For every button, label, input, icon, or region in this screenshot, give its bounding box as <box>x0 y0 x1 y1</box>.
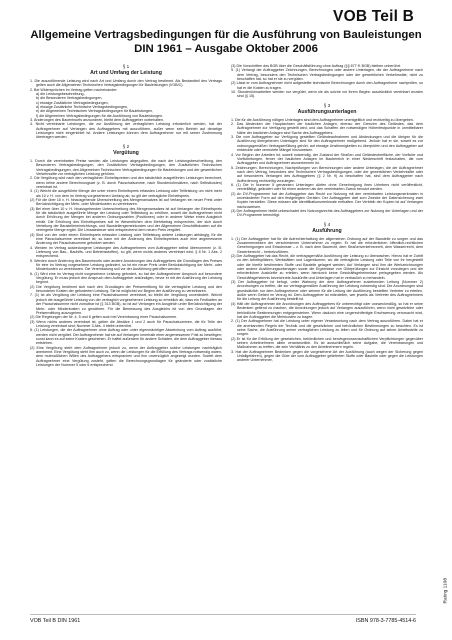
paragraph: 4. Vor Beginn der Arbeiten ist, soweit notwendig, der Zustand der Straßen und Geländeoberfläche, der Vorfluter und Vorflutleitungen, ferner der baulichen Anlagen im Baubereich in einer Niederschrift festzuhalten, die vom Auftraggeber und Auftragnehmer anzuerkennen ist. <box>231 152 423 166</box>
page-subtitle: Allgemeine Vertragsbedingungen für die Ausführung von Bauleistungen <box>30 29 422 41</box>
paragraph: (2) Die Vergütung bestimmt sich nach den Grundlagen der Preisermittlung für die vertragliche Leistung und den besonderen Kosten der geforderten Leistung. Sie ist möglichst vor Beginn der Ausführung zu vereinbaren. <box>30 284 222 294</box>
section-title: Ausführungsunterlagen <box>297 108 357 115</box>
footer-isbn: ISBN 978-3-7785-4514-6 <box>355 618 416 624</box>
paragraph: (3) Bei einer über 10 v. H. hinausgehenden Unterschreitung des Mengenansatzes ist auf Verlangen der Einheitspreis für die tatsächlich ausgeführte Menge der Leistung oder Teilleistung zu erhöhen, soweit der Auftragnehmer nicht durch Erhöhung der Mengen bei anderen Ordnungszahlen (Positionen) oder in anderer Weise einen Ausgleich erhält. Die Erhöhung des Einheitspreises soll im Wesentlichen dem Mehrbetrag entsprechen, der sich durch Verteilung der Baustelleneinrichtungs- und Baustellengemeinkosten und der Allgemeinen Geschäftskosten auf die verringerte Menge ergibt. Die Umsatzsteuer wird entsprechend dem neuen Preis vergütet. <box>30 206 222 233</box>
paragraph: (3) Die Vorschriften des BGB über die Geschäftsführung ohne Auftrag (§§ 677 ff. BGB) bleiben unberührt. <box>231 64 401 68</box>
paragraph: 6. (1) Wird eine im Vertrag nicht vorgesehene Leistung gefordert, so hat der Auftragnehmer Anspruch auf besondere Vergütung. Er muss jedoch den Anspruch dem Auftraggeber ankündigen, bevor er mit der Ausführung der Leistung beginnt. <box>30 271 222 285</box>
paragraph: (2) Die Regelungen der Nr. 4, 5 und 6 gelten auch bei Vereinbarung einer Pauschalsumme. <box>30 315 178 320</box>
paragraph: (2) Er ist für die Erfüllung der gesetzlichen, behördlichen und berufsgenossenschaftlichen Verpflichtungen gegenüber seinen Arbeitnehmern allein verantwortlich. Es ist ausschließlich seine Aufgabe, die Vereinbarungen und Maßnahmen zu treffen, die sein Verhältnis zu den Arbeitnehmern regeln. <box>231 336 423 350</box>
paragraph: (4) Sind von der unter einem Einheitspreis erfassten Leistung oder Teilleistung andere Leistungen abhängig, für die eine Pauschalsumme vereinbart ist, so kann mit der Änderung des Einheitspreises auch eine angemessene Änderung der Pauschalsumme gefordert werden. <box>30 232 222 246</box>
section-title: Art und Umfang der Leistung <box>90 70 162 76</box>
paragraph: 1. Die auszuführende Leistung wird nach Art und Umfang durch den Vertrag bestimmt. Als Bestandteil des Vertrags gelten auch die Allgemeinen Technischen Vertragsbedingungen für Bauleistungen (VOB/C). <box>30 79 222 88</box>
paragraph: 1. (1) Der Auftraggeber hat für die Aufrechterhaltung der allgemeinen Ordnung auf der Baustelle zu sorgen und das Zusammenwirken der verschiedenen Unternehmer zu regeln. Er hat die erforderlichen öffentlich-rechtlichen Genehmigungen und Erlaubnisse – z. B. nach dem Baurecht, dem Straßenverkehrsrecht, dem Wasserrecht, dem Gewerberecht – herbeizuführen. <box>231 236 423 254</box>
paragraph: (4) Hält der Auftragnehmer die Anordnungen des Auftraggebers für unberechtigt oder unzweckmäßig, so hat er seine Bedenken geltend zu machen, die Anordnungen jedoch auf Verlangen auszuführen, wenn nicht gesetzliche oder behördliche Bestimmungen entgegenstehen. Wenn dadurch eine ungerechtfertigte Erschwerung verursacht wird, hat der Auftraggeber die Mehrkosten zu tragen. <box>231 301 423 319</box>
list-item: d) etwaige Zusätzliche Technische Vertragsbedingungen, <box>36 105 129 110</box>
paragraph: (2) Lässt er vom Auftragnehmer nicht aufgestellte technische Berechnungen durch den Auftragnehmer nachprüfen, so hat er die Kosten zu tragen. <box>231 81 423 90</box>
paragraph: (3) Wenn nichts anderes vereinbart ist, gelten die Absätze 1 und 2 auch für Pauschalsummen, die für Teile der Leistung vereinbart sind; Nummer 3 Abs. 4 bleibt unberührt. <box>30 319 222 328</box>
paragraph: (2) Für die über 10 v. H. hinausgehende Überschreitung des Mengenansatzes ist auf Verlangen ein neuer Preis unter Berücksichtigung der Mehr- oder Minderkosten zu vereinbaren. <box>30 197 222 207</box>
paragraph: (3) Der Auftragnehmer bleibt unbeschadet des Nutzungsrechts des Auftraggebers zur Nutzung der Unterlagen und der DV-Programme berechtigt. <box>231 208 423 218</box>
paragraph: 4. Nicht vereinbarte Leistungen, die zur Ausführung der vertraglichen Leistung erforderlich werden, hat der Auftragnehmer auf Verlangen des Auftraggebers mit auszuführen, außer wenn sein Betrieb auf derartige Leistungen nicht eingerichtet ist. Andere Leistungen können dem Auftragnehmer nur mit seiner Zustimmung übertragen werden. <box>30 122 222 140</box>
paragraph: (2) Der Auftraggeber hat das Recht, die vertragsgemäße Ausführung der Leistung zu überwachen. Hierzu hat er Zutritt zu den Arbeitsplätzen, Werkstätten und Lagerräumen, wo die vertragliche Leistung oder Teile von ihr hergestellt oder die hierfür bestimmten Stoffe und Bauteile gelagert werden. Auf Verlangen sind ihm die Werkzeichnungen oder andere Ausführungsunterlagen sowie die Ergebnisse von Güteprüfungen zur Einsicht vorzulegen und die erforderlichen Auskünfte zu erteilen, wenn hierdurch keine Geschäftsgeheimnisse preisgegeben werden. Als Geschäftsgeheimnis bezeichnete Auskünfte und Unterlagen hat er vertraulich zu behandeln. <box>231 254 423 280</box>
paragraph: (2) Eine Vergütung steht dem Auftragnehmer jedoch zu, wenn der Auftraggeber solche Leistungen nachträglich anerkennt. Eine Vergütung steht ihm auch zu, wenn die Leistungen für die Erfüllung des Vertrags notwendig waren, dem mutmaßlichen Willen des Auftraggebers entsprachen und ihm unverzüglich angezeigt wurden. Soweit dem Auftragnehmer eine Vergütung zusteht, gelten die Berechnungsgrundlagen für geänderte oder zusätzliche Leistungen der Nummer 5 oder 6 entsprechend. <box>30 345 222 367</box>
paragraph: (3) Der Auftraggeber ist befugt, unter Wahrung der dem Auftragnehmer zustehenden Leitung (Nummer 2) Anordnungen zu treffen, die zur vertragsgemäßen Ausführung der Leistung notwendig sind. Die Anordnungen sind grundsätzlich nur dem Auftragnehmer oder seinem für die Leitung der Ausführung bestellten Vertreter zu erteilen, außer wenn Gefahr im Verzug ist. Dem Auftraggeber ist mitzuteilen, wer jeweils als Vertreter des Auftragnehmers für die Leitung der Ausführung bestellt ist. <box>231 280 423 302</box>
footer-left-text: VOB Teil B DIN 1961 <box>30 618 81 624</box>
list-item: c) etwaige Zusätzliche Vertragsbedingungen, <box>36 100 109 105</box>
paragraph: 10. Stundenlohnarbeiten werden nur vergütet, wenn sie als solche vor ihrem Beginn ausdrücklich vereinbart worden sind (§ 15). <box>231 90 423 99</box>
paragraph: (2) An DV-Programmen hat der Auftraggeber das Recht zur Nutzung mit den vereinbarten Leistungsmerkmalen in unveränderter Form auf den festgelegten Geräten. Der Auftraggeber darf zum Zwecke der Datensicherung zwei Kopien herstellen. Diese müssen alle Identifikationsmerkmale enthalten. Der Verbleib der Kopien ist auf Verlangen nachzuweisen. <box>231 191 423 209</box>
paragraph: 2. (1) Der Auftragnehmer hat die Leistung unter eigener Verantwortung nach dem Vertrag auszuführen. Dabei hat er die anerkannten Regeln der Technik und die gesetzlichen und behördlichen Bestimmungen zu beachten. Es ist seine Sache, die Ausführung seiner vertraglichen Leistung zu leiten und für Ordnung auf seiner Arbeitsstelle zu sorgen. <box>231 319 423 337</box>
list-item: e) die Allgemeinen Technischen Vertragsbedingungen für Bauleistungen, <box>36 109 154 114</box>
paragraph: 1. Die für die Ausführung nötigen Unterlagen sind dem Auftragnehmer unentgeltlich und rechtzeitig zu übergeben. <box>231 117 414 122</box>
section-number: § 1 <box>122 64 130 69</box>
section-number: § 3 <box>323 102 331 108</box>
paragraph: 3. Hat der Auftragnehmer Bedenken gegen die vorgesehene Art der Ausführung (auch wegen der Sicherung gegen Unfallgefahren), gegen die Güte der vom Auftraggeber gelieferten Stoffe oder Bauteile oder gegen die Leistungen anderer Unternehmer, <box>231 349 423 363</box>
paragraph: 8. (1) Leistungen, die der Auftragnehmer ohne Auftrag oder unter eigenmächtiger Abweichung vom Auftrag ausführt, werden nicht vergütet. Der Auftragnehmer hat sie auf Verlangen innerhalb einer angemessenen Frist zu beseitigen; sonst kann es auf seine Kosten geschehen. Er haftet außerdem für andere Schäden, die dem Auftraggeber hieraus entstehen. <box>30 328 222 346</box>
paragraph: 3. (1) Weicht die ausgeführte Menge der unter einem Einheitspreis erfassten Leistung oder Teilleistung um nicht mehr als 10 v. H. von dem im Vertrag vorgesehenen Umfang ab, so gilt der vertragliche Einheitspreis. <box>30 189 222 198</box>
section-title: Ausführung <box>312 227 342 234</box>
paragraph: 2. Bei Widersprüchen im Vertrag gelten nacheinander: <box>30 87 118 92</box>
left-column <box>30 64 222 367</box>
list-item: f) die Allgemeinen Vertragsbedingungen für die Ausführung von Bauleistungen. <box>36 113 164 118</box>
page-subtitle-edition: DIN 1961 – Ausgabe Oktober 2006 <box>134 43 318 55</box>
paragraph: 9. (1) Verlangt der Auftraggeber Zeichnungen, Berechnungen oder andere Unterlagen, die der Auftragnehmer nach dem Vertrag, besonders den Technischen Vertragsbedingungen oder der gewerblichen Verkehrssitte, nicht zu beschaffen hat, so hat er sie zu vergüten. <box>231 68 423 82</box>
list-item: b) die Besonderen Vertragsbedingungen, <box>36 96 103 101</box>
right-column <box>231 64 423 363</box>
side-label: Rating 1108 <box>444 578 449 604</box>
paragraph: 6. (1) Die in Nummer 5 genannten Unterlagen dürfen ohne Genehmigung ihres Urhebers nicht veröffentlicht, vervielfältigt, geändert oder für einen anderen als den vereinbarten Zweck benutzt werden. <box>231 182 423 192</box>
paragraph: 1. Durch die vereinbarten Preise werden alle Leistungen abgegolten, die nach der Leistungsbeschreibung, den Besonderen Vertragsbedingungen, den Zusätzlichen Vertragsbedingungen, den Zusätzlichen Technischen Vertragsbedingungen, den Allgemeinen Technischen Vertragsbedingungen für Bauleistungen und der gewerblichen Verkehrssitte zur vertraglichen Leistung gehören. <box>30 158 222 176</box>
section-number: § 2 <box>122 143 130 149</box>
paragraph: 2. Die Vergütung wird nach den vertraglichen Einheitspreisen und den tatsächlich ausgeführten Leistungen berechnet, wenn keine andere Berechnungsart (z. B. durch Pauschalsumme, nach Stundenlohnsätzen, nach Selbstkosten) vereinbart ist. <box>30 176 222 189</box>
page-title: VOB Teil B <box>333 8 414 25</box>
paragraph: 3. Die vom Auftraggeber zur Verfügung gestellten Geländeaufnahmen und Absteckungen und die übrigen für die Ausführung übergebenen Unterlagen sind für den Auftragnehmer maßgebend. Jedoch hat er sie, soweit es zur ordnungsgemäßen Vertragserfüllung gehört, auf etwaige Unstimmigkeiten zu überprüfen und den Auftraggeber auf entdeckte oder vermutete Mängel hinzuweisen. <box>231 135 423 153</box>
section-title: Vergütung <box>113 149 139 156</box>
section-number: § 4 <box>323 221 331 227</box>
list-item: a) die Leistungsbeschreibung, <box>36 92 85 97</box>
paragraph: 2. Das Abstecken der Hauptachsen der baulichen Anlagen, ebenso der Grenzen des Geländes, das dem Auftragnehmer zur Verfügung gestellt wird, und das Schaffen der notwendigen Höhenfestpunkte in unmittelbarer Nähe der baulichen Anlagen sind Sache des Auftraggebers. <box>231 122 423 135</box>
paragraph: 3. Änderungen des Bauentwurfs anzuordnen, bleibt dem Auftraggeber vorbehalten. <box>30 118 164 123</box>
paragraph: 7. (1) Ist als Vergütung der Leistung eine Pauschalsumme vereinbart, so bleibt die Vergütung unverändert. Weicht jedoch die ausgeführte Leistung von der vertraglich vorgesehenen Leistung so erheblich ab, dass ein Festhalten an der Pauschalsumme nicht zumutbar ist (§ 313 BGB), so ist auf Verlangen ein Ausgleich unter Berücksichtigung der Mehr- oder Minderkosten zu gewähren. Für die Bemessung des Ausgleichs ist von den Grundlagen der Preisermittlung auszugehen. <box>30 293 222 315</box>
paragraph: 5. Werden durch Änderung des Bauentwurfs oder andere Anordnungen des Auftraggebers die Grundlagen des Preises für eine im Vertrag vorgesehene Leistung geändert, so ist ein neuer Preis unter Berücksichtigung der Mehr- oder Minderkosten zu vereinbaren. Die Vereinbarung soll vor der Ausführung getroffen werden. <box>30 258 222 272</box>
footer-divider <box>30 614 416 615</box>
paragraph: 5. Zeichnungen, Berechnungen, Nachprüfungen von Berechnungen oder andere Unterlagen, die der Auftragnehmer nach dem Vertrag, besonders den Technischen Vertragsbedingungen, oder der gewerblichen Verkehrssitte oder auf besonderes Verlangen des Auftraggebers (§ 2 Nr. 9) zu beschaffen hat, sind dem Auftraggeber nach Aufforderung rechtzeitig vorzulegen. <box>231 165 423 183</box>
paragraph: 4. Werden im Vertrag ausbedungene Leistungen des Auftragnehmers vom Auftraggeber selbst übernommen (z. B. Lieferung von Bau-, Bauhilfs- und Betriebsstoffen), so gilt, wenn nichts anderes vereinbart wird, § 8 Nr. 1 Abs. 2 entsprechend. <box>30 245 222 259</box>
